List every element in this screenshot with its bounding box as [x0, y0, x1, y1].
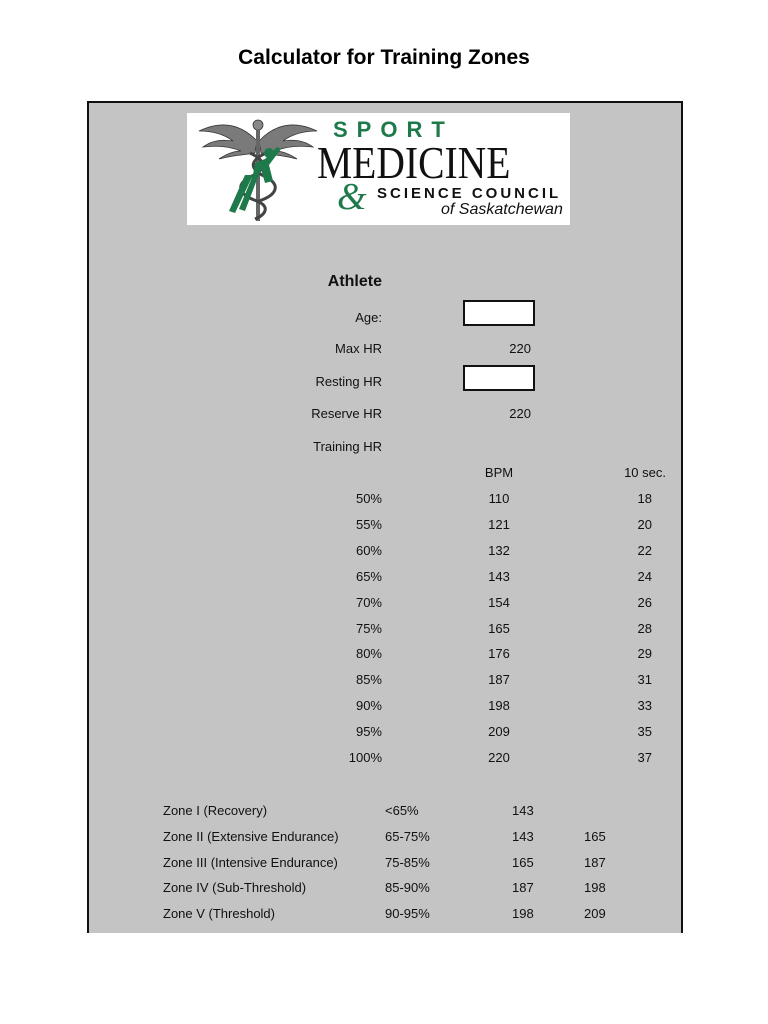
hr-row-bpm: 132 — [488, 543, 510, 558]
hr-row-ten-sec: 20 — [637, 517, 652, 532]
hr-row-percent: 60% — [355, 543, 382, 558]
logo-medicine-text: MEDICINE — [317, 137, 511, 188]
hr-row-bpm: 220 — [488, 750, 510, 765]
zone-name: Zone II (Extensive Endurance) — [163, 829, 339, 844]
athlete-heading: Athlete — [327, 273, 382, 290]
page-title: Calculator for Training Zones — [238, 46, 530, 69]
logo-sport-text: SPORT — [333, 117, 454, 142]
age-input[interactable] — [463, 300, 535, 326]
bpm-column-header: BPM — [484, 465, 514, 480]
zone-high-bpm: 187 — [584, 855, 606, 870]
zone-high-bpm: 165 — [584, 829, 606, 844]
zone-low-bpm: 143 — [512, 829, 534, 844]
reserve-hr-label: Reserve HR — [311, 406, 382, 421]
hr-row-bpm: 176 — [488, 646, 510, 661]
reserve-hr-value: 220 — [509, 406, 531, 421]
ten-sec-column-header: 10 sec. — [624, 465, 666, 480]
logo-ampersand: & — [337, 176, 367, 218]
zone-low-bpm: 198 — [512, 906, 534, 921]
zone-name: Zone V (Threshold) — [163, 906, 275, 921]
logo-saskatchewan-text: of Saskatchewan — [441, 201, 563, 218]
hr-row-ten-sec: 24 — [637, 569, 652, 584]
hr-row-ten-sec: 22 — [637, 543, 652, 558]
zone-low-bpm: 165 — [512, 855, 534, 870]
hr-row-percent: 85% — [355, 672, 382, 687]
hr-row-percent: 95% — [355, 724, 382, 739]
hr-row-bpm: 121 — [488, 517, 510, 532]
hr-row-bpm: 154 — [488, 595, 510, 610]
hr-row-percent: 75% — [355, 621, 382, 636]
sport-medicine-logo — [187, 113, 570, 225]
hr-row-ten-sec: 37 — [637, 750, 652, 765]
hr-row-bpm: 209 — [488, 724, 510, 739]
zone-high-bpm: 198 — [584, 880, 606, 895]
hr-row-bpm: 143 — [488, 569, 510, 584]
max-hr-value: 220 — [509, 341, 531, 356]
hr-row-bpm: 187 — [488, 672, 510, 687]
hr-row-ten-sec: 18 — [637, 491, 652, 506]
calculator-sheet — [87, 101, 683, 933]
hr-row-ten-sec: 26 — [637, 595, 652, 610]
training-hr-label: Training HR — [313, 439, 382, 454]
hr-row-ten-sec: 28 — [637, 621, 652, 636]
zone-range: 65-75% — [385, 829, 430, 844]
logo-science-council-text: SCIENCE COUNCIL — [377, 185, 562, 202]
hr-row-ten-sec: 33 — [637, 698, 652, 713]
zone-name: Zone I (Recovery) — [163, 803, 268, 818]
resting-hr-input[interactable] — [463, 365, 535, 391]
zone-name: Zone IV (Sub-Threshold) — [163, 880, 307, 895]
hr-row-percent: 100% — [348, 750, 382, 765]
hr-row-percent: 90% — [355, 698, 382, 713]
zone-low-bpm: 187 — [512, 880, 534, 895]
hr-row-percent: 55% — [355, 517, 382, 532]
zone-range: <65% — [385, 803, 419, 818]
zone-range: 85-90% — [385, 880, 430, 895]
hr-row-percent: 80% — [355, 646, 382, 661]
hr-row-bpm: 198 — [488, 698, 510, 713]
hr-row-ten-sec: 35 — [637, 724, 652, 739]
zone-range: 75-85% — [385, 855, 430, 870]
zone-low-bpm: 143 — [512, 803, 534, 818]
caduceus-athlete-icon — [195, 113, 320, 225]
hr-row-ten-sec: 29 — [637, 646, 652, 661]
zone-name: Zone III (Intensive Endurance) — [163, 855, 338, 870]
hr-row-percent: 65% — [355, 569, 382, 584]
hr-row-bpm: 165 — [488, 621, 510, 636]
zone-range: 90-95% — [385, 906, 430, 921]
resting-hr-label: Resting HR — [315, 374, 382, 389]
age-label: Age: — [355, 310, 382, 325]
hr-row-percent: 50% — [355, 491, 382, 506]
zone-high-bpm: 209 — [584, 906, 606, 921]
hr-row-percent: 70% — [355, 595, 382, 610]
hr-row-ten-sec: 31 — [637, 672, 652, 687]
hr-row-bpm: 110 — [488, 491, 510, 506]
max-hr-label: Max HR — [335, 341, 382, 356]
